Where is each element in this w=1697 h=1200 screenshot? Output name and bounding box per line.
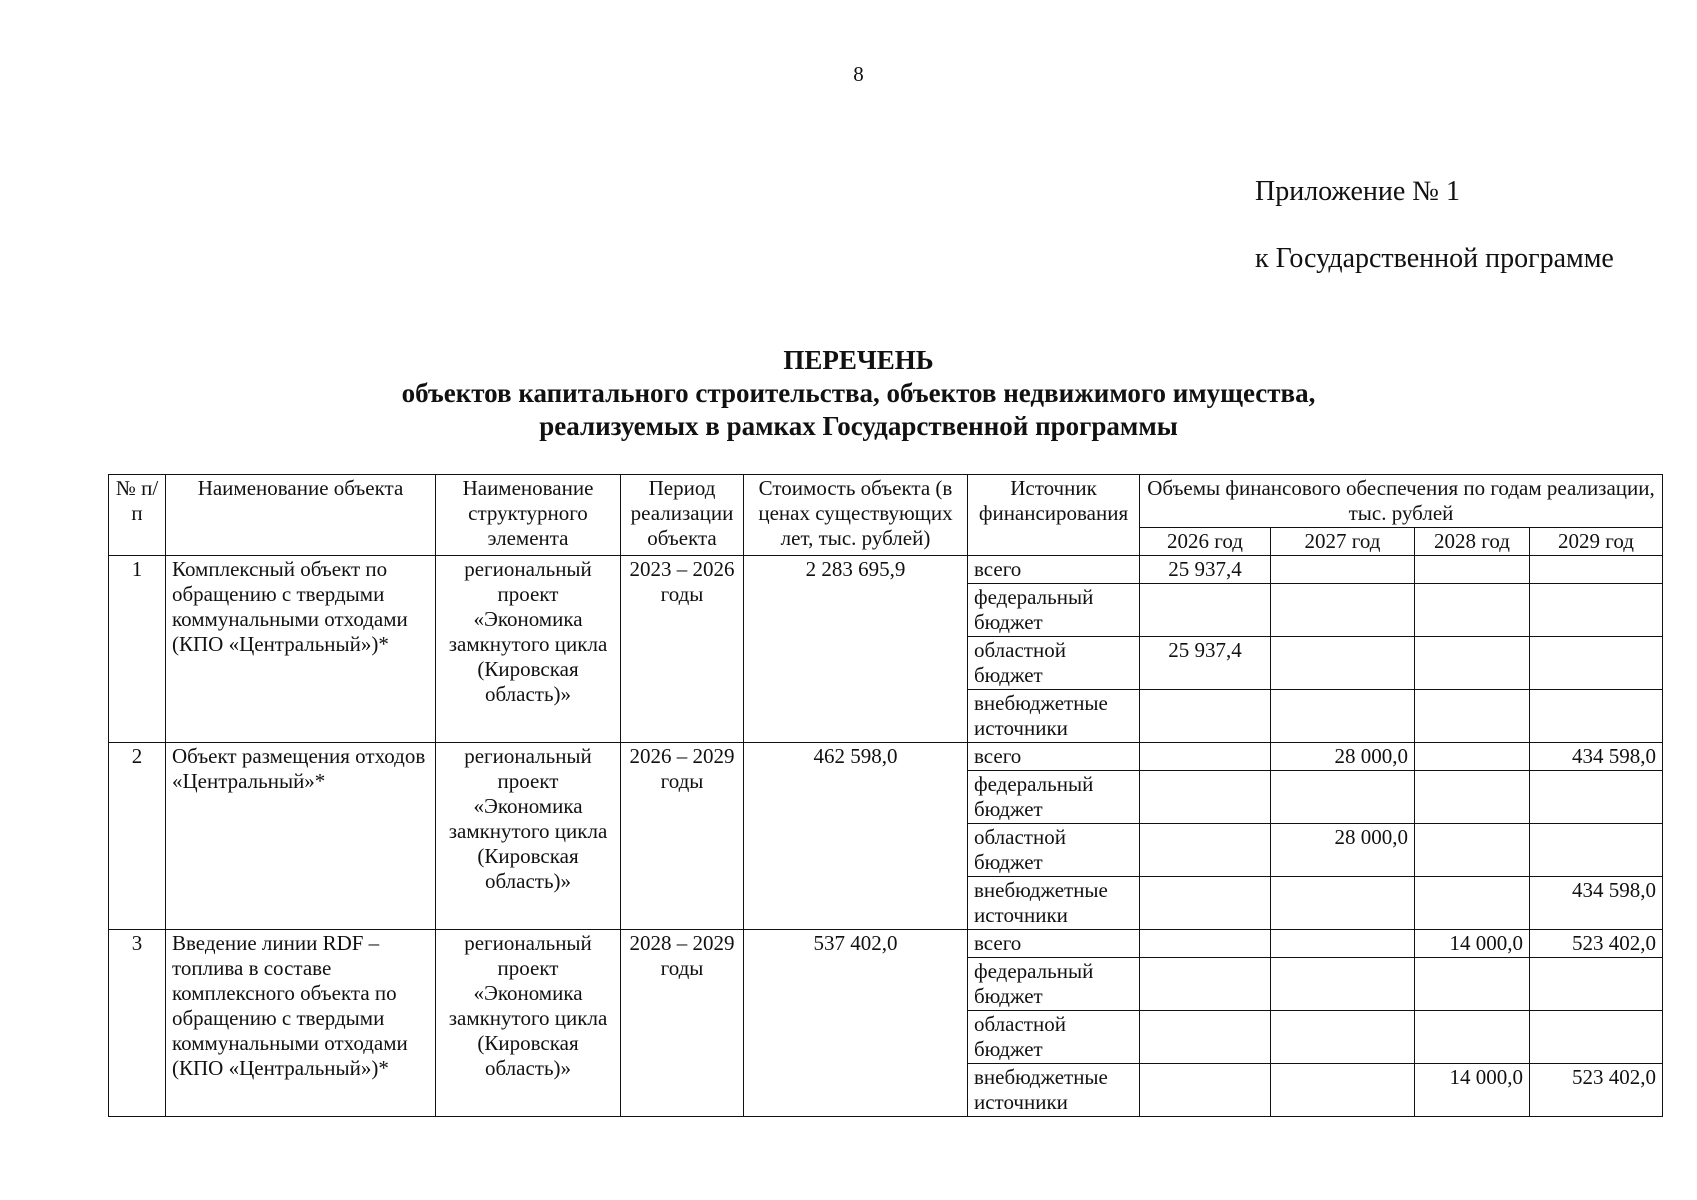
funding-value xyxy=(1530,1011,1663,1064)
funding-value xyxy=(1415,743,1530,771)
funding-value xyxy=(1415,584,1530,637)
funding-source: областной бюджет xyxy=(968,1011,1140,1064)
funding-value: 523 402,0 xyxy=(1530,1064,1663,1117)
header-volumes: Объемы финансового обеспечения по годам реализации, тыс. рублей xyxy=(1140,475,1663,528)
funding-value xyxy=(1530,690,1663,743)
table-row xyxy=(109,930,1663,958)
funding-value xyxy=(1415,637,1530,690)
title-line-3: реализуемых в рамках Государственной программы xyxy=(539,411,1178,441)
funding-value xyxy=(1140,824,1271,877)
header-year: 2028 год xyxy=(1415,528,1530,556)
object-name: Комплексный объект по обращению с твердыми коммунальными отходами (КПО «Центральный»)* xyxy=(166,556,436,743)
funding-value xyxy=(1530,958,1663,1011)
table-row xyxy=(109,743,1663,771)
header-cost: Стоимость объекта (в ценах существующих лет, тыс. рублей) xyxy=(744,475,968,556)
funding-value xyxy=(1271,584,1415,637)
funding-value xyxy=(1415,824,1530,877)
funding-source: всего xyxy=(968,556,1140,584)
funding-source: всего xyxy=(968,930,1140,958)
funding-value xyxy=(1140,743,1271,771)
funding-value xyxy=(1415,877,1530,930)
object-number: 3 xyxy=(109,930,166,1117)
annex-title: Приложение № 1 xyxy=(1255,176,1460,207)
funding-value xyxy=(1530,556,1663,584)
object-number: 1 xyxy=(109,556,166,743)
funding-value xyxy=(1140,771,1271,824)
title-line-1: ПЕРЕЧЕНЬ xyxy=(783,345,934,375)
funding-value xyxy=(1140,584,1271,637)
funding-value xyxy=(1271,930,1415,958)
funding-value: 14 000,0 xyxy=(1415,930,1530,958)
implementation-period: 2028 – 2029 годы xyxy=(621,930,744,1117)
object-cost: 462 598,0 xyxy=(744,743,968,930)
funding-value xyxy=(1415,1011,1530,1064)
structural-element: региональный проект «Экономика замкнутого цикла (Кировская область)» xyxy=(436,556,621,743)
funding-value: 14 000,0 xyxy=(1415,1064,1530,1117)
funding-value xyxy=(1140,1011,1271,1064)
funding-value xyxy=(1271,556,1415,584)
funding-source: федеральный бюджет xyxy=(968,958,1140,1011)
funding-value xyxy=(1271,690,1415,743)
funding-source: федеральный бюджет xyxy=(968,584,1140,637)
funding-value xyxy=(1530,824,1663,877)
object-name: Объект размещения отходов «Центральный»* xyxy=(166,743,436,930)
object-cost: 2 283 695,9 xyxy=(744,556,968,743)
funding-source: всего xyxy=(968,743,1140,771)
funding-value xyxy=(1415,958,1530,1011)
object-number: 2 xyxy=(109,743,166,930)
header-num: № п/п xyxy=(109,475,166,556)
document-title xyxy=(0,344,1697,443)
objects-table xyxy=(108,474,1663,1117)
funding-source: федеральный бюджет xyxy=(968,771,1140,824)
header-element: Наименование структурного элемента xyxy=(436,475,621,556)
funding-value: 28 000,0 xyxy=(1271,824,1415,877)
funding-source: областной бюджет xyxy=(968,637,1140,690)
funding-value xyxy=(1271,1011,1415,1064)
implementation-period: 2026 – 2029 годы xyxy=(621,743,744,930)
funding-value: 28 000,0 xyxy=(1271,743,1415,771)
funding-value: 25 937,4 xyxy=(1140,556,1271,584)
funding-value xyxy=(1271,877,1415,930)
title-line-2: объектов капитального строительства, объектов недвижимого имущества, xyxy=(401,378,1316,408)
funding-source: областной бюджет xyxy=(968,824,1140,877)
header-name: Наименование объекта xyxy=(166,475,436,556)
header-year: 2027 год xyxy=(1271,528,1415,556)
funding-value xyxy=(1140,930,1271,958)
table-body xyxy=(109,556,1663,1117)
table-row xyxy=(109,556,1663,584)
object-cost: 537 402,0 xyxy=(744,930,968,1117)
structural-element: региональный проект «Экономика замкнутого цикла (Кировская область)» xyxy=(436,930,621,1117)
funding-value xyxy=(1271,958,1415,1011)
object-name: Введение линии RDF – топлива в составе комплексного объекта по обращению с твердыми коммунальными отходами (КПО «Центральный»)* xyxy=(166,930,436,1117)
funding-value xyxy=(1140,1064,1271,1117)
funding-value xyxy=(1530,584,1663,637)
structural-element: региональный проект «Экономика замкнутого цикла (Кировская область)» xyxy=(436,743,621,930)
page-number: 8 xyxy=(853,62,864,86)
header-period: Период реализации объекта xyxy=(621,475,744,556)
annex-subtitle: к Государственной программе xyxy=(1255,243,1614,274)
funding-value xyxy=(1271,1064,1415,1117)
funding-value xyxy=(1415,771,1530,824)
funding-value xyxy=(1271,771,1415,824)
funding-value xyxy=(1140,877,1271,930)
funding-source: внебюджетные источники xyxy=(968,1064,1140,1117)
funding-value: 434 598,0 xyxy=(1530,877,1663,930)
funding-value xyxy=(1530,771,1663,824)
funding-value: 25 937,4 xyxy=(1140,637,1271,690)
header-year: 2029 год xyxy=(1530,528,1663,556)
funding-value xyxy=(1415,556,1530,584)
header-source: Источник финансирования xyxy=(968,475,1140,556)
funding-value: 523 402,0 xyxy=(1530,930,1663,958)
funding-value xyxy=(1415,690,1530,743)
funding-value xyxy=(1140,690,1271,743)
funding-value: 434 598,0 xyxy=(1530,743,1663,771)
funding-value xyxy=(1530,637,1663,690)
implementation-period: 2023 – 2026 годы xyxy=(621,556,744,743)
funding-source: внебюджетные источники xyxy=(968,690,1140,743)
funding-value xyxy=(1271,637,1415,690)
funding-value xyxy=(1140,958,1271,1011)
funding-source: внебюджетные источники xyxy=(968,877,1140,930)
header-year: 2026 год xyxy=(1140,528,1271,556)
